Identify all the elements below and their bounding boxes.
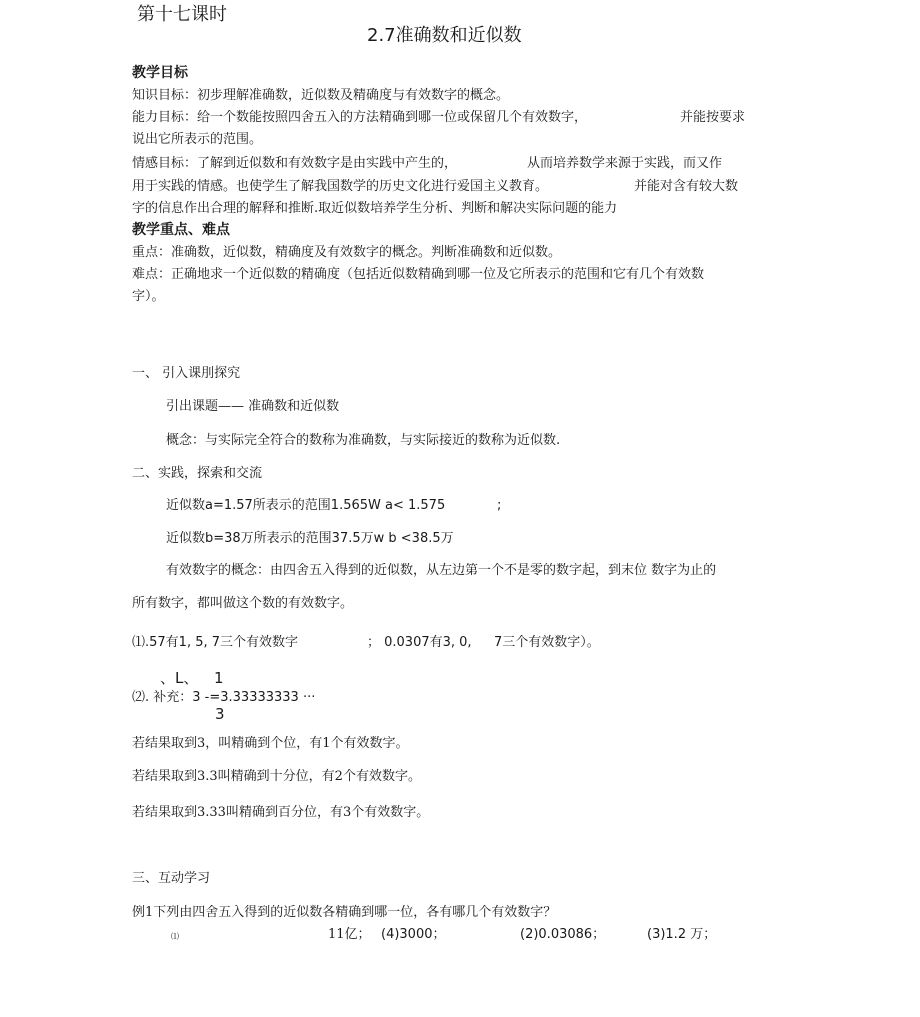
key-point: 重点：准确数，近似数，精确度及有效数字的概念。判断准确数和近似数。	[132, 245, 562, 260]
goal-knowledge: 知识目标：初步理解准确数，近似数及精确度与有效数字的概念。	[132, 88, 510, 103]
goal-emotion-part4: 并能对含有较大数	[634, 179, 739, 194]
significant-figures-definition-part1: 有效数字的概念：由四舍五入得到的近似数，从左边第一个不是零的数字起，到末位 数字为止的	[166, 563, 717, 578]
fraction-numerator: 1	[214, 669, 224, 687]
difficult-point-part2: 字）。	[132, 289, 165, 304]
goal-ability-part3: 说出它所表示的范围。	[132, 132, 263, 147]
result-three-digits: 若结果取到3.33叫精确到百分位，有3个有效数字。	[132, 805, 430, 820]
item1-part2: ； 0.0307有3, 0,	[367, 635, 472, 650]
topic-intro: 引出课题—— 准确数和近似数	[166, 399, 340, 414]
fraction-denominator: 3	[215, 705, 225, 723]
goal-ability-part2: 并能按要求	[680, 110, 746, 125]
keypoints-heading: 教学重点、难点	[132, 222, 230, 238]
concept-definition: 概念：与实际完全符合的数称为准确数，与实际接近的数称为近似数.	[166, 433, 561, 448]
item1-part1: ⑴.57有1, 5, 7三个有效数字	[132, 635, 299, 650]
goal-emotion-part2: 从而培养数学来源于实践，而又作	[527, 156, 723, 171]
example1-question: 例1下列由四舍五入得到的近似数各精确到哪一位，各有哪几个有效数字？	[132, 905, 557, 920]
goal-emotion-part1: 情感目标：了解到近似数和有效数字是由实践中产生的，	[132, 156, 458, 171]
goal-ability-part1: 能力目标：给一个数能按照四舍五入的方法精确到哪一位或保留几个有效数字，	[132, 110, 588, 125]
example1-item1: 11亿；	[328, 927, 371, 942]
example-a-range: 近似数a=1.57所表示的范围1.565W a< 1.575	[166, 498, 446, 513]
example-b-range: 近似数b=38万所表示的范围37.5万w b <38.5万	[166, 531, 454, 546]
example1-item4: (4)3000；	[381, 927, 446, 942]
result-one-digit: 若结果取到3，叫精确到个位，有1个有效数字。	[132, 736, 409, 751]
part1-heading: 一、 引入课刖探究	[132, 366, 241, 381]
goal-emotion-part5: 字的信息作出合理的解释和推断.取近似数培养学生分析、判断和解决实际问题的能力	[132, 201, 618, 216]
part2-heading: 二、实践，探索和交流	[132, 466, 263, 481]
item1-part3: 7三个有效数字）。	[494, 635, 600, 650]
lesson-number: 第十七课时	[137, 4, 227, 25]
goal-emotion-part3: 用于实践的情感。也使学生了解我国数学的历史文化进行爱国主义教育。	[132, 179, 549, 194]
example1-item3: (3)1.2 万；	[647, 927, 717, 942]
result-two-digits: 若结果取到3.3叫精确到十分位，有2个有效数字。	[132, 769, 421, 784]
page-title: 2.7准确数和近似数	[367, 25, 522, 46]
item2-supplement: ⑵. 补充：3 -=3.33333333 ···	[132, 690, 316, 705]
example-a-semicolon: ;	[497, 498, 502, 513]
significant-figures-definition-part2: 所有数字，都叫做这个数的有效数字。	[132, 596, 354, 611]
part3-heading: 三、互动学习	[132, 871, 211, 886]
goals-heading: 教学目标	[132, 65, 188, 81]
difficult-point-part1: 难点：正确地求一个近似数的精确度（包括近似数精确到哪一位及它所表示的范围和它有几个有效数	[132, 267, 705, 282]
fraction-top-left: 、L、	[160, 669, 199, 687]
example1-item2: (2)0.03086；	[520, 927, 606, 942]
example1-number-1: ⑴	[171, 932, 179, 941]
